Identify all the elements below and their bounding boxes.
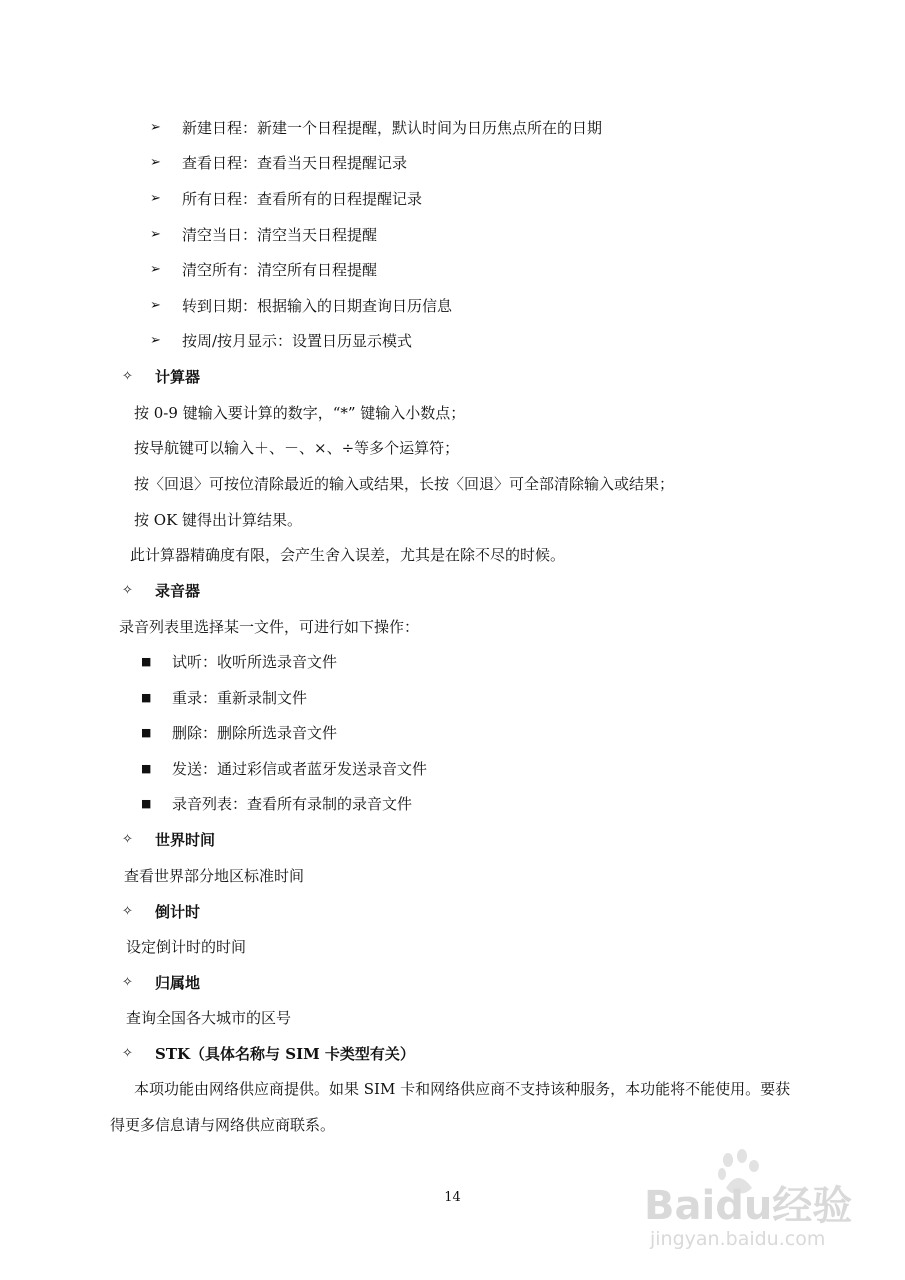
- square-bullet-icon: ■: [141, 726, 152, 739]
- arrow-bullet-icon: ➢: [150, 191, 161, 206]
- calendar-item-text: 查看日程：查看当天日程提醒记录: [182, 154, 408, 172]
- square-bullet-icon: ■: [141, 655, 152, 668]
- calculator-line: 按 0-9 键输入要计算的数字，“*” 键输入小数点；: [134, 404, 466, 422]
- recorder-intro: 录音列表里选择某一文件，可进行如下操作：: [119, 618, 420, 636]
- calendar-item-text: 清空所有：清空所有日程提醒: [182, 261, 378, 279]
- arrow-bullet-icon: ➢: [150, 120, 161, 135]
- calculator-line: 按 OK 键得出计算结果。: [134, 511, 303, 529]
- calendar-item-text: 转到日期：根据输入的日期查询日历信息: [182, 297, 453, 315]
- arrow-bullet-icon: ➢: [150, 298, 161, 313]
- baidu-watermark: [640, 1148, 890, 1258]
- diamond-bullet-icon: ✧: [122, 369, 133, 384]
- calendar-item-text: 清空当日：清空当天日程提醒: [182, 226, 378, 244]
- arrow-bullet-icon: ➢: [150, 262, 161, 277]
- arrow-bullet-icon: ➢: [150, 155, 161, 170]
- diamond-bullet-icon: ✧: [122, 904, 133, 919]
- location-text: 查询全国各大城市的区号: [126, 1009, 292, 1027]
- diamond-bullet-icon: ✧: [122, 583, 133, 598]
- stk-paragraph-line: 得更多信息请与网络供应商联系。: [110, 1116, 336, 1134]
- recorder-item: 删除：删除所选录音文件: [172, 724, 338, 742]
- recorder-item: 录音列表：查看所有录制的录音文件: [172, 795, 413, 813]
- square-bullet-icon: ■: [141, 797, 152, 810]
- page-number: 14: [444, 1190, 461, 1205]
- calculator-line: 按〈回退〉可按位清除最近的输入或结果，长按〈回退〉可全部清除输入或结果；: [134, 475, 675, 493]
- calculator-line: 按导航键可以输入＋、－、×、÷等多个运算符；: [134, 439, 460, 457]
- square-bullet-icon: ■: [141, 691, 152, 704]
- calendar-item-text: 所有日程：查看所有的日程提醒记录: [182, 190, 423, 208]
- calendar-item-text: 新建日程：新建一个日程提醒，默认时间为日历焦点所在的日期: [182, 119, 603, 137]
- recorder-item: 试听：收听所选录音文件: [172, 653, 338, 671]
- stk-paragraph-line: 本项功能由网络供应商提供。如果 SIM 卡和网络供应商不支持该种服务，本功能将不能使用。要获: [134, 1080, 791, 1098]
- calendar-item-text: 按周/按月显示：设置日历显示模式: [182, 332, 413, 350]
- stk-heading: STK（具体名称与 SIM 卡类型有关）: [155, 1045, 415, 1063]
- recorder-item: 重录：重新录制文件: [172, 689, 308, 707]
- watermark-brand: Baidu经验: [644, 1183, 853, 1229]
- world-time-heading: 世界时间: [155, 831, 216, 849]
- calculator-line: 此计算器精确度有限，会产生舍入误差，尤其是在除不尽的时候。: [130, 546, 566, 564]
- calculator-heading: 计算器: [155, 368, 201, 386]
- world-time-text: 查看世界部分地区标准时间: [124, 867, 305, 885]
- diamond-bullet-icon: ✧: [122, 975, 133, 990]
- diamond-bullet-icon: ✧: [122, 832, 133, 847]
- diamond-bullet-icon: ✧: [122, 1046, 133, 1061]
- countdown-heading: 倒计时: [155, 903, 201, 921]
- arrow-bullet-icon: ➢: [150, 227, 161, 242]
- arrow-bullet-icon: ➢: [150, 333, 161, 348]
- recorder-heading: 录音器: [155, 582, 201, 600]
- watermark-url: jingyan.baidu.com: [650, 1228, 826, 1250]
- recorder-item: 发送：通过彩信或者蓝牙发送录音文件: [172, 760, 428, 778]
- countdown-text: 设定倒计时的时间: [126, 938, 247, 956]
- location-heading: 归属地: [155, 974, 201, 992]
- square-bullet-icon: ■: [141, 762, 152, 775]
